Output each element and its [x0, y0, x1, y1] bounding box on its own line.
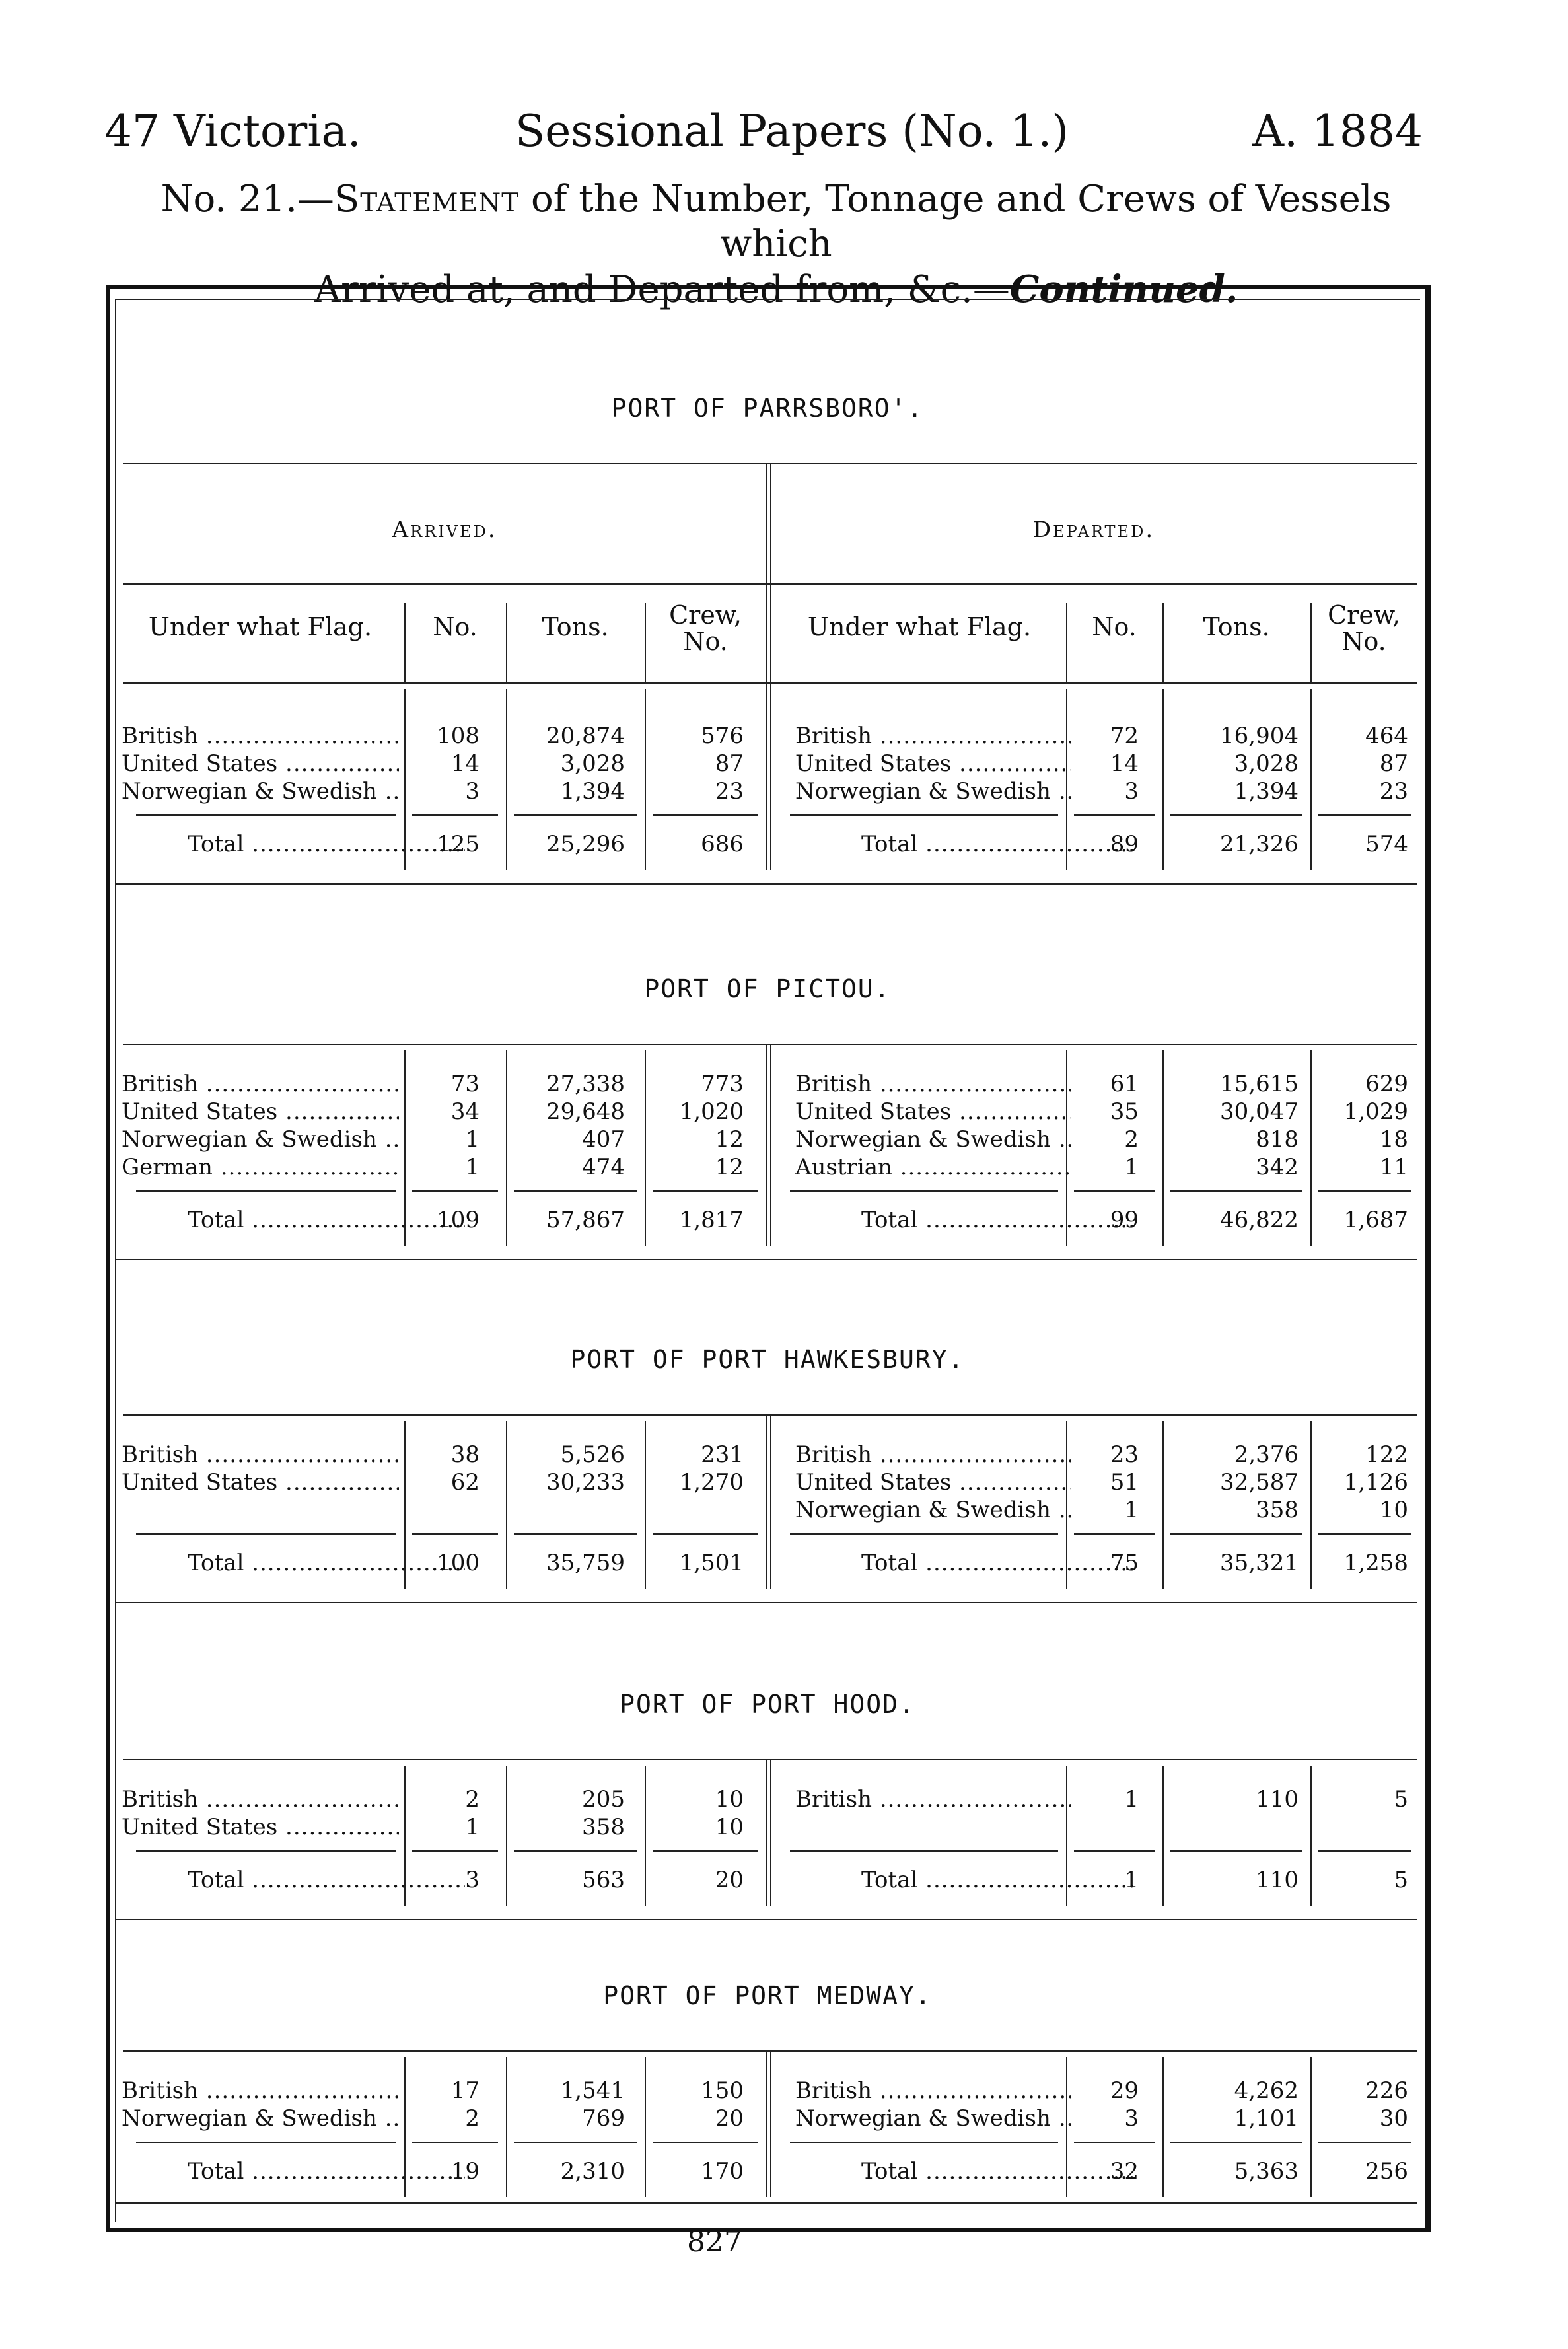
column-divider	[1066, 689, 1067, 870]
departed-flag: British .....	[795, 1786, 1071, 1813]
column-divider	[1066, 603, 1067, 682]
departed-crew: 629	[1365, 1071, 1408, 1097]
departed-tons: 1,101	[1234, 2105, 1299, 2132]
arrived-no: 3	[465, 778, 480, 805]
departed-total-label: Total .....	[795, 830, 1137, 858]
arrived-crew: 1,270	[679, 1469, 744, 1496]
arrived-tons: 769	[582, 2105, 625, 2132]
arrived-flag: British .....	[122, 1786, 399, 1813]
column-divider	[1310, 1421, 1312, 1589]
sum-rule	[1074, 1190, 1155, 1192]
arrived-total-label: Total .....	[122, 830, 465, 858]
column-header-crew: Crew, No.	[669, 600, 742, 656]
column-divider	[1162, 2057, 1164, 2197]
departed-no: 51	[1110, 1469, 1139, 1496]
arrived-tons: 27,338	[546, 1071, 625, 1097]
arrived-total-tons: 563	[582, 1867, 625, 1893]
arrived-tons: 1,394	[560, 778, 625, 805]
column-divider	[404, 1050, 406, 1246]
arrived-no: 1	[465, 1126, 480, 1153]
departed-total-tons: 35,321	[1220, 1550, 1299, 1576]
departed-crew: 464	[1365, 723, 1408, 749]
arrived-crew: 12	[715, 1126, 744, 1153]
departed-crew: 226	[1365, 2078, 1408, 2104]
port-title: PORT OF PORT HOOD.	[620, 1690, 915, 1719]
arrived-no: 34	[450, 1099, 480, 1125]
departed-tons: 342	[1256, 1154, 1299, 1180]
arrived-no: 38	[450, 1441, 480, 1468]
sum-rule	[412, 1850, 498, 1852]
port-end-rule	[116, 1259, 1417, 1260]
arrived-flag: British .....	[122, 1441, 399, 1468]
sum-rule	[1170, 1533, 1302, 1535]
sum-rule	[1074, 2142, 1155, 2143]
port-end-rule	[116, 1602, 1417, 1603]
arrived-tons: 358	[582, 1814, 625, 1840]
departed-crew: 10	[1379, 1497, 1408, 1523]
header-center: Sessional Papers (No. 1.)	[515, 106, 1069, 157]
sum-rule	[1318, 2142, 1411, 2143]
departed-total-crew: 574	[1365, 831, 1408, 857]
column-divider	[645, 603, 646, 682]
column-divider	[404, 603, 406, 682]
departed-tons: 32,587	[1220, 1469, 1299, 1496]
column-divider	[506, 2057, 507, 2197]
sum-rule	[790, 2142, 1058, 2143]
arrived-total-tons: 2,310	[560, 2158, 625, 2185]
arrived-crew: 10	[715, 1814, 744, 1840]
departed-tons: 818	[1256, 1126, 1299, 1153]
column-divider	[506, 1421, 507, 1589]
arrived-total-crew: 686	[701, 831, 744, 857]
departed-total-tons: 46,822	[1220, 1207, 1299, 1233]
departed-total-tons: 21,326	[1220, 831, 1299, 857]
departed-tons: 358	[1256, 1497, 1299, 1523]
arrived-tons: 205	[582, 1786, 625, 1813]
center-divider	[766, 1759, 767, 1906]
sum-rule	[653, 1533, 758, 1535]
port-title: PORT OF PORT HAWKESBURY.	[570, 1345, 965, 1374]
sum-rule	[1170, 814, 1302, 816]
departed-crew: 1,029	[1343, 1099, 1408, 1125]
sum-rule	[136, 1850, 396, 1852]
arrived-total-crew: 1,817	[679, 1207, 744, 1233]
departed-no: 61	[1110, 1071, 1139, 1097]
departed-no: 72	[1110, 723, 1139, 749]
table-frame	[106, 285, 1431, 2232]
departed-tons: 30,047	[1220, 1099, 1299, 1125]
departed-total-crew: 256	[1365, 2158, 1408, 2185]
center-divider	[770, 1759, 771, 1906]
arrived-flag: Norwegian & Swedish .....	[122, 777, 399, 805]
departed-flag: Norwegian & Swedish .....	[795, 2105, 1071, 2132]
sum-rule	[1318, 1190, 1411, 1192]
column-divider	[1310, 1766, 1312, 1906]
title-number: No. 21.—	[160, 178, 334, 221]
column-divider	[645, 1050, 646, 1246]
departed-crew: 18	[1379, 1126, 1408, 1153]
column-divider	[1066, 1050, 1067, 1246]
column-divider	[404, 2057, 406, 2197]
column-divider	[1162, 1766, 1164, 1906]
departed-flag: British .....	[795, 2077, 1071, 2105]
sum-rule	[136, 2142, 396, 2143]
sum-rule	[653, 814, 758, 816]
column-header-tons: Tons.	[542, 612, 609, 641]
departed-total-label: Total .....	[795, 1206, 1137, 1234]
arrived-flag: British .....	[122, 1070, 399, 1098]
arrived-crew: 23	[715, 778, 744, 805]
column-divider	[1162, 1421, 1164, 1589]
arrived-crew: 773	[701, 1071, 744, 1097]
column-divider	[506, 603, 507, 682]
arrived-flag: United States .....	[122, 1468, 399, 1496]
arrived-crew: 20	[715, 2105, 744, 2132]
departed-total-label: Total .....	[795, 2157, 1137, 2185]
arrived-total-crew: 170	[701, 2158, 744, 2185]
arrived-no: 108	[437, 723, 480, 749]
port-end-rule	[116, 2202, 1417, 2204]
arrived-flag: British .....	[122, 2077, 399, 2105]
sum-rule	[1318, 1850, 1411, 1852]
arrived-no: 1	[465, 1154, 480, 1180]
sum-rule	[1074, 1533, 1155, 1535]
departed-crew: 30	[1379, 2105, 1408, 2132]
arrived-total-label: Total .....	[122, 1549, 465, 1577]
departed-tons: 15,615	[1220, 1071, 1299, 1097]
header-left: 47 Victoria.	[104, 106, 361, 157]
sum-rule	[514, 1850, 637, 1852]
column-header-no: No.	[1092, 612, 1137, 641]
arrived-total-label: Total .....	[122, 2157, 465, 2185]
arrived-flag: British .....	[122, 722, 399, 750]
arrived-tons: 407	[582, 1126, 625, 1153]
departed-no: 1	[1124, 1786, 1139, 1813]
sum-rule	[514, 1190, 637, 1192]
column-divider	[1066, 1421, 1067, 1589]
arrived-no: 14	[450, 750, 480, 777]
arrived-tons: 30,233	[546, 1469, 625, 1496]
column-divider	[1310, 603, 1312, 682]
arrived-no: 17	[450, 2078, 480, 2104]
title-rest: of the Number, Tonnage and Crews of Vessels which	[519, 178, 1392, 266]
arrived-total-crew: 20	[715, 1867, 744, 1893]
sum-rule	[514, 814, 637, 816]
departed-flag: British .....	[795, 722, 1071, 750]
departed-flag: United States .....	[795, 1098, 1071, 1126]
departed-total-tons: 110	[1256, 1867, 1299, 1893]
column-divider	[1066, 2057, 1067, 2197]
arrived-tons: 29,648	[546, 1099, 625, 1125]
sum-rule	[514, 1533, 637, 1535]
sum-rule	[412, 1533, 498, 1535]
column-divider	[645, 1421, 646, 1589]
header-right: A. 1884	[1252, 106, 1423, 157]
arrived-total-tons: 25,296	[546, 831, 625, 857]
center-divider	[770, 1044, 771, 1246]
arrived-flag: German .....	[122, 1153, 399, 1181]
sum-rule	[412, 1190, 498, 1192]
arrived-no: 2	[465, 2105, 480, 2132]
sum-rule	[790, 1190, 1058, 1192]
departed-no: 3	[1124, 778, 1139, 805]
departed-no: 35	[1110, 1099, 1139, 1125]
arrived-flag: Norwegian & Swedish .....	[122, 1126, 399, 1153]
sum-rule	[1318, 814, 1411, 816]
arrived-crew: 12	[715, 1154, 744, 1180]
column-divider	[404, 1766, 406, 1906]
sum-rule	[412, 814, 498, 816]
sum-rule	[1170, 1190, 1302, 1192]
column-divider	[645, 1766, 646, 1906]
arrived-total-tons: 57,867	[546, 1207, 625, 1233]
arrived-total-label: Total .....	[122, 1206, 465, 1234]
arrived-crew: 231	[701, 1441, 744, 1468]
center-divider	[770, 1414, 771, 1589]
section-departed: Departed.	[1032, 517, 1155, 543]
arrived-no: 1	[465, 1814, 480, 1840]
departed-total-crew: 1,687	[1343, 1207, 1408, 1233]
column-divider	[1310, 2057, 1312, 2197]
section-arrived: Arrived.	[392, 517, 497, 543]
departed-no: 23	[1110, 1441, 1139, 1468]
departed-flag: Austrian .....	[795, 1153, 1071, 1181]
arrived-flag: United States .....	[122, 1813, 399, 1841]
port-title: PORT OF PARRSBORO'.	[611, 394, 924, 423]
port-end-rule	[116, 1919, 1417, 1920]
departed-no: 1	[1124, 1497, 1139, 1523]
departed-no: 14	[1110, 750, 1139, 777]
arrived-total-no: 125	[437, 831, 480, 857]
sum-rule	[136, 1190, 396, 1192]
column-divider	[645, 689, 646, 870]
departed-total-no: 99	[1110, 1207, 1139, 1233]
departed-no: 1	[1124, 1154, 1139, 1180]
departed-tons: 4,262	[1234, 2078, 1299, 2104]
column-divider	[1066, 1766, 1067, 1906]
arrived-crew: 10	[715, 1786, 744, 1813]
title-line2: Arrived at, and Departed from, &c.—	[314, 268, 1010, 311]
column-divider	[404, 689, 406, 870]
column-divider	[1162, 603, 1164, 682]
sum-rule	[514, 2142, 637, 2143]
port-title: PORT OF PORT MEDWAY.	[603, 1981, 932, 2010]
departed-total-no: 75	[1110, 1550, 1139, 1576]
sum-rule	[1074, 1850, 1155, 1852]
center-divider	[766, 1414, 767, 1589]
arrived-flag: Norwegian & Swedish .....	[122, 2105, 399, 2132]
column-header-flag: Under what Flag.	[148, 612, 373, 641]
column-divider	[645, 2057, 646, 2197]
departed-flag: British .....	[795, 1441, 1071, 1468]
sum-rule	[790, 814, 1058, 816]
center-divider	[766, 463, 767, 870]
center-divider	[766, 1044, 767, 1246]
departed-flag: British .....	[795, 1070, 1071, 1098]
departed-crew: 11	[1379, 1154, 1408, 1180]
center-divider	[770, 2050, 771, 2197]
column-header-crew: Crew, No.	[1328, 600, 1400, 656]
arrived-total-no: 3	[465, 1867, 480, 1893]
column-divider	[506, 1050, 507, 1246]
arrived-no: 2	[465, 1786, 480, 1813]
arrived-no: 73	[450, 1071, 480, 1097]
arrived-crew: 576	[701, 723, 744, 749]
departed-no: 3	[1124, 2105, 1139, 2132]
departed-flag: Norwegian & Swedish .....	[795, 1496, 1071, 1524]
sum-rule	[653, 1850, 758, 1852]
arrived-tons: 474	[582, 1154, 625, 1180]
sum-rule	[653, 2142, 758, 2143]
page-number: 827	[687, 2225, 742, 2259]
center-divider	[770, 463, 771, 870]
column-divider	[1162, 1050, 1164, 1246]
departed-tons: 3,028	[1234, 750, 1299, 777]
departed-total-label: Total .....	[795, 1866, 1137, 1894]
arrived-crew: 87	[715, 750, 744, 777]
title-statement: Statement	[334, 178, 520, 221]
column-divider	[506, 1766, 507, 1906]
arrived-no: 62	[450, 1469, 480, 1496]
departed-flag: United States .....	[795, 750, 1071, 777]
arrived-flag: United States .....	[122, 750, 399, 777]
departed-tons: 16,904	[1220, 723, 1299, 749]
column-header-flag: Under what Flag.	[807, 612, 1032, 641]
departed-crew: 1,126	[1343, 1469, 1408, 1496]
sum-rule	[790, 1533, 1058, 1535]
departed-no: 29	[1110, 2078, 1139, 2104]
arrived-tons: 3,028	[560, 750, 625, 777]
departed-total-no: 32	[1110, 2158, 1139, 2185]
column-divider	[1310, 689, 1312, 870]
departed-total-no: 1	[1124, 1867, 1139, 1893]
arrived-total-no: 109	[437, 1207, 480, 1233]
arrived-total-tons: 35,759	[546, 1550, 625, 1576]
departed-no: 2	[1124, 1126, 1139, 1153]
sum-rule	[1170, 2142, 1302, 2143]
sum-rule	[1318, 1533, 1411, 1535]
departed-flag: United States .....	[795, 1468, 1071, 1496]
arrived-tons: 5,526	[560, 1441, 625, 1468]
arrived-tons: 20,874	[546, 723, 625, 749]
departed-crew: 122	[1365, 1441, 1408, 1468]
departed-total-no: 89	[1110, 831, 1139, 857]
arrived-crew: 150	[701, 2078, 744, 2104]
column-divider	[1310, 1050, 1312, 1246]
arrived-flag: United States .....	[122, 1098, 399, 1126]
departed-crew: 87	[1379, 750, 1408, 777]
arrived-crew: 1,020	[679, 1099, 744, 1125]
departed-total-crew: 5	[1394, 1867, 1408, 1893]
sum-rule	[412, 2142, 498, 2143]
sum-rule	[136, 814, 396, 816]
running-header	[0, 106, 1568, 165]
departed-total-crew: 1,258	[1343, 1550, 1408, 1576]
port-end-rule	[116, 883, 1417, 885]
arrived-total-no: 100	[437, 1550, 480, 1576]
sum-rule	[1170, 1850, 1302, 1852]
sum-rule	[1074, 814, 1155, 816]
column-divider	[1162, 689, 1164, 870]
center-divider	[766, 2050, 767, 2197]
arrived-total-no: 19	[450, 2158, 480, 2185]
port-title: PORT OF PICTOU.	[644, 974, 891, 1003]
column-header-tons: Tons.	[1203, 612, 1270, 641]
departed-flag: Norwegian & Swedish .....	[795, 777, 1071, 805]
departed-tons: 2,376	[1234, 1441, 1299, 1468]
arrived-total-crew: 1,501	[679, 1550, 744, 1576]
departed-total-label: Total .....	[795, 1549, 1137, 1577]
column-header-no: No.	[433, 612, 478, 641]
arrived-total-label: Total .....	[122, 1866, 465, 1894]
departed-flag: Norwegian & Swedish .....	[795, 1126, 1071, 1153]
sum-rule	[653, 1190, 758, 1192]
departed-tons: 110	[1256, 1786, 1299, 1813]
title-continued: Continued.	[1009, 268, 1238, 311]
column-divider	[506, 689, 507, 870]
departed-total-tons: 5,363	[1234, 2158, 1299, 2185]
column-divider	[404, 1421, 406, 1589]
arrived-tons: 1,541	[560, 2078, 625, 2104]
departed-crew: 23	[1379, 778, 1408, 805]
departed-crew: 5	[1394, 1786, 1408, 1813]
sum-rule	[136, 1533, 396, 1535]
departed-tons: 1,394	[1234, 778, 1299, 805]
sum-rule	[790, 1850, 1058, 1852]
